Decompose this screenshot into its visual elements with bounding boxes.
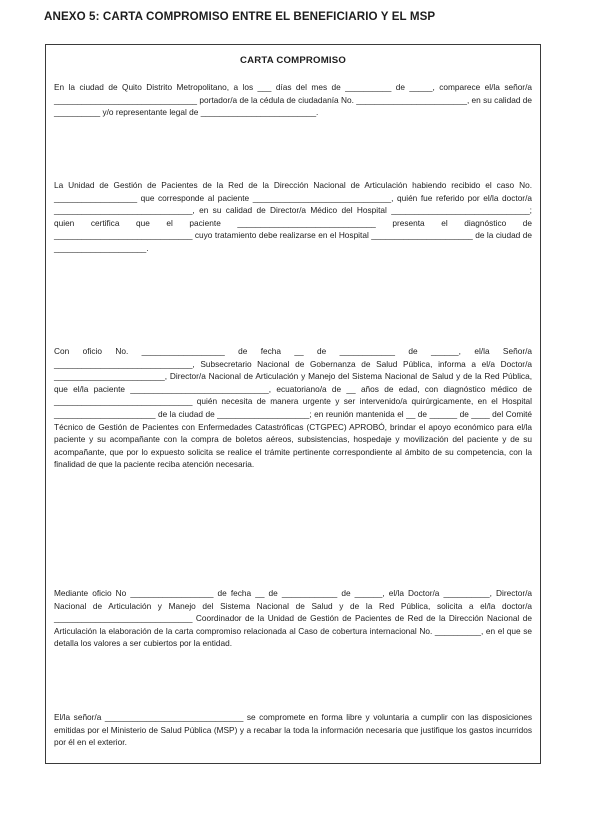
paragraph-commitment: El/la señor/a ______________________________ se compromete en forma libre y voluntaria a cumplir con las disposiciones emitidas por el Ministerio de Salud Pública (MSP) y a recabar la toda la información necesaria que justifique los gastos incurridos por él en el exterior. <box>54 712 532 748</box>
paragraph-approval: Con oficio No. __________________ de fecha __ de ____________ de ______, el/la Señor/a ______________________________, Subsecretario Nacional de Gobernanza de Salud Pública, informa a el/a Doctor/a ________________________, Director/a Nacional de Articulación y Manejo del Sistema Nacional de Salud y de la Red Pública, que el/la paciente ______________________________, ecuatoriano/a de __ años de edad, con diagnóstico médico de ______________________________ quién necesita de manera urgente y ser intervenido/a quirúrgicamente, en el Hospital ______________________ de la ciudad de ____________________; en reunión mantenida el __ de ______ de ____ del Comité Técnico de Gestión de Pacientes con Enfermedades Catastróficas (CTGPEC) APROBÓ, brindar el apoyo económico para el/la paciente y su acompañante con la compra de boletos aéreos, subsistencias, hospedaje y movilización del paciente y de su acompañante, que por lo expuesto solicita se realice el trámite pertinente correspondiente al ámbito de su competencia, con la finalidad de que la paciente reciba atención necesaria. <box>54 346 532 470</box>
letter-frame <box>45 44 541 764</box>
paragraph-appearance: En la ciudad de Quito Distrito Metropolitano, a los ___ días del mes de __________ de _____, comparece el/la señor/a _______________________________ portador/a de la cédula de ciudadanía No. ________________________, en su calidad de __________ y/o representante legal de _________________________. <box>54 82 532 118</box>
annex-title: ANEXO 5: CARTA COMPROMISO ENTRE EL BENEFICIARIO Y EL MSP <box>44 10 436 23</box>
paragraph-referral: La Unidad de Gestión de Pacientes de la Red de la Dirección Nacional de Articulación habiendo recibido el caso No. __________________ que corresponde al paciente ______________________________, quién fue referido por el/la doctor/a ______________________________, en su calidad de Director/a Médico del Hospital ______________________________; quien certifica que el paciente ______________________________ presenta el diagnóstico de ______________________________ cuyo tratamiento debe realizarse en el Hospital ______________________ de la ciudad de ____________________. <box>54 180 532 253</box>
letter-title: CARTA COMPROMISO <box>239 55 347 66</box>
paragraph-request: Mediante oficio No __________________ de fecha __ de ____________ de ______, el/la Doctor/a __________, Director/a Nacional de Articulación y Manejo del Sistema Nacional de Salud y de la Red Pública, solicita a el/la doctor/a ______________________________ Coordinador de la Unidad de Gestión de Pacientes de Red de la Dirección Nacional de Articulación la elaboración de la carta compromiso relacionada al Caso de cobertura internacional No. __________, en el que se detalla los valores a ser cubiertos por la entidad. <box>54 588 532 649</box>
